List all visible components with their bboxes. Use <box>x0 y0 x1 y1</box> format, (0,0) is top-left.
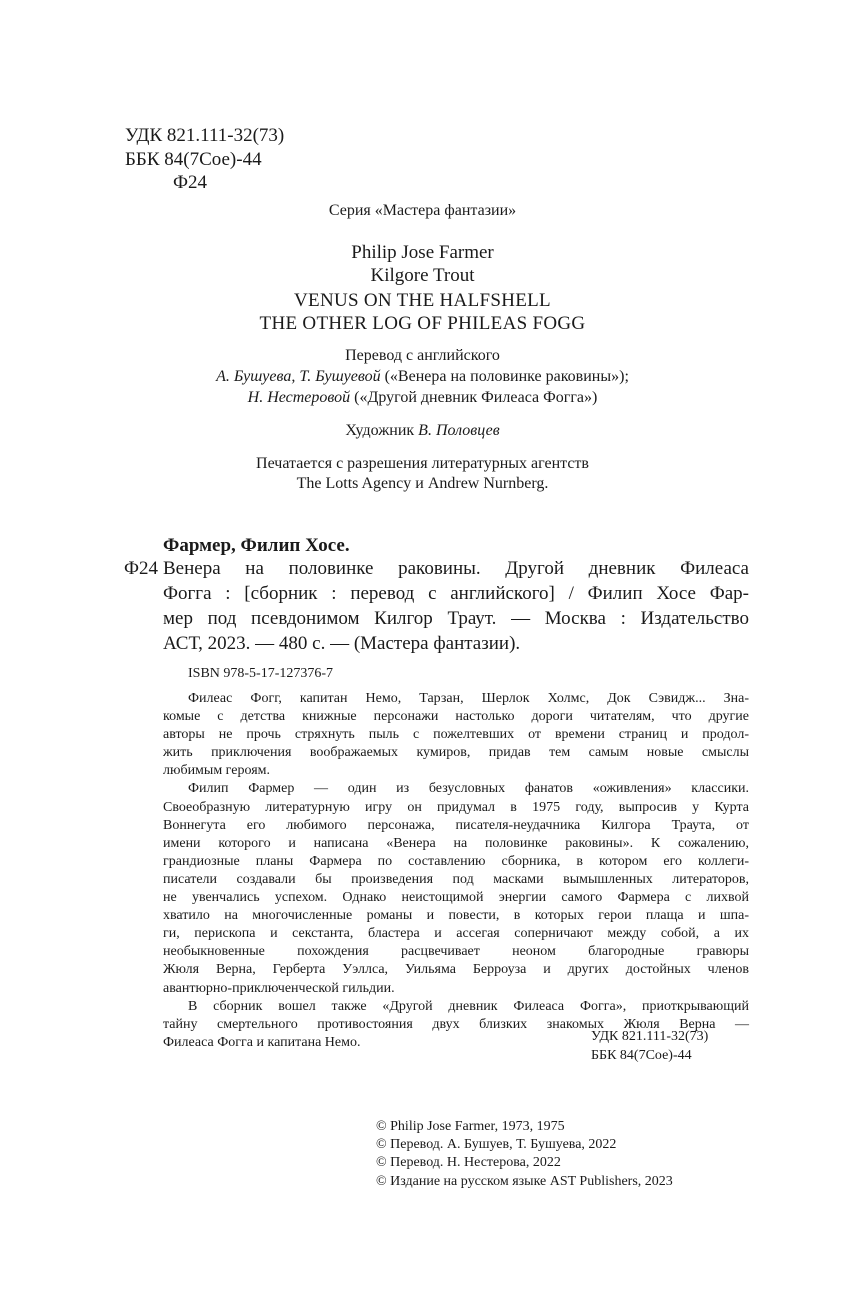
rights-notice <box>0 454 845 494</box>
catalog-entry-line: мер под псевдонимом Килгор Траут. — Москва : Издательство <box>163 608 749 629</box>
bbk-bottom-code: ББК 84(7Сое)-44 <box>591 1048 692 1063</box>
annotation-line: любимым героям. <box>163 763 270 779</box>
udk-code: УДК 821.111-32(73) <box>125 125 285 146</box>
copyright-block <box>376 1118 673 1191</box>
catalog-entry-line: Венера на половинке раковины. Другой дневник Филеаса <box>163 558 749 579</box>
annotation-line: тайну смертельного противостояния двух близких знакомых Жюля Верна — <box>163 1016 749 1032</box>
catalog-entry-line: АСТ, 2023. — 480 с. — (Мастера фантазии). <box>163 633 521 654</box>
annotation-line: Филеаса Фогга и капитана Немо. <box>163 1034 361 1050</box>
isbn: ISBN 978-5-17-127376-7 <box>188 666 334 681</box>
annotation-line: комые с детства книжные персонажи настолько дороги читателям, что другие <box>163 709 749 725</box>
annotation-line: необыкновенные похождения расцвечивает неоном благородные гравюры <box>163 944 749 960</box>
annotation-line: В сборник вошел также «Другой дневник Филеаса Фогга», приоткрывающий <box>188 998 749 1014</box>
catalog-entry-line: Фогга : [сборник : перевод с английского] / Филип Хосе Фар- <box>163 583 749 604</box>
original-titles <box>0 290 845 335</box>
artist-credit <box>0 421 845 441</box>
translation-line-1 <box>0 366 845 387</box>
copyright-line: © Перевод. Н. Нестерова, 2022 <box>376 1155 561 1171</box>
translated-work-2: («Другой дневник Филеаса Фогга») <box>350 389 598 406</box>
original-title-2: THE OTHER LOG OF PHILEAS FOGG <box>259 312 586 334</box>
translation-heading: Перевод с английского <box>345 347 500 364</box>
catalog-entry-body <box>163 556 749 656</box>
annotation-line: Своеобразную литературную игру он придумал в 1975 году, выпросив у Курта <box>163 799 749 815</box>
annotation-line: авторы не прочь стряхнуть пыль с пожелтевших от времени страниц и продол- <box>163 727 749 743</box>
original-authors <box>0 242 845 287</box>
udk-block <box>125 124 284 195</box>
annotation-line: хватило на многочисленные романы и повести, в которых герои плаща и шпа- <box>163 908 749 924</box>
original-author: Philip Jose Farmer <box>351 242 494 263</box>
rights-line-1: Печатается с разрешения литературных агентств <box>256 455 589 472</box>
bbk-code: ББК 84(7Сое)-44 <box>125 148 262 170</box>
annotation-line: грандиозные планы Фармера по составлению сборника, в котором его коллеги- <box>163 853 749 869</box>
translation-credits <box>0 345 845 408</box>
annotation-line: имени которого и написана «Венера на половинке раковины». К сожалению, <box>163 835 749 851</box>
annotation-line: Филеас Фогг, капитан Немо, Тарзан, Шерлок Холмс, Док Сэвидж... Зна- <box>188 691 749 706</box>
series-title: Серия «Мастера фантазии» <box>328 202 517 219</box>
rights-line-2: The Lotts Agency и Andrew Nurnberg. <box>296 475 549 492</box>
translator-2: Н. Нестеровой <box>247 389 351 406</box>
annotation-line: не увенчались успехом. Однако неистощимой энергии самого Фармера с лихвой <box>163 890 749 906</box>
catalog-entry-index: Ф24 <box>124 558 159 579</box>
artist-label: Художник <box>345 422 419 439</box>
annotation-line: Воннегута его любимого персонажа, писателя-неудачника Килгора Траута, от <box>163 817 749 833</box>
udk-bottom-block <box>591 1027 708 1065</box>
translated-work-1: («Венера на половинке раковины»); <box>380 368 629 385</box>
annotation-line: Жюля Верна, Герберта Уэллса, Уильяма Берроуза и других достойных членов <box>163 962 749 978</box>
copyright-line: © Перевод. А. Бушуев, Т. Бушуева, 2022 <box>376 1137 617 1153</box>
annotation-line: жить приключения воображаемых кумиров, придав тем самым новые смыслы <box>163 745 749 761</box>
artist-name: В. Половцев <box>418 422 500 439</box>
author-mark: Ф24 <box>173 172 208 193</box>
annotation-line: писатели создавали бы произведения под масками вымышленных литераторов, <box>163 871 749 887</box>
annotation-line: Филип Фармер — один из безусловных фанатов «оживления» классики. <box>188 781 749 797</box>
catalog-entry-author: Фармер, Филип Хосе. <box>163 535 350 556</box>
translation-line-2 <box>0 387 845 408</box>
annotation <box>163 690 749 1052</box>
original-pseudonym: Kilgore Trout <box>370 264 475 286</box>
annotation-line: ги, перископа и секстанта, бластера и ассегая соперничают между собой, а их <box>163 926 749 942</box>
copyright-line: © Издание на русском языке AST Publishers, 2023 <box>376 1173 673 1189</box>
udk-bottom-code: УДК 821.111-32(73) <box>591 1029 709 1044</box>
original-title-1: VENUS ON THE HALFSHELL <box>294 290 551 311</box>
copyright-line: © Philip Jose Farmer, 1973, 1975 <box>376 1119 565 1134</box>
translators-1: А. Бушуева, Т. Бушуевой <box>216 368 381 385</box>
annotation-line: авантюрно-приключенческой гильдии. <box>163 980 395 996</box>
